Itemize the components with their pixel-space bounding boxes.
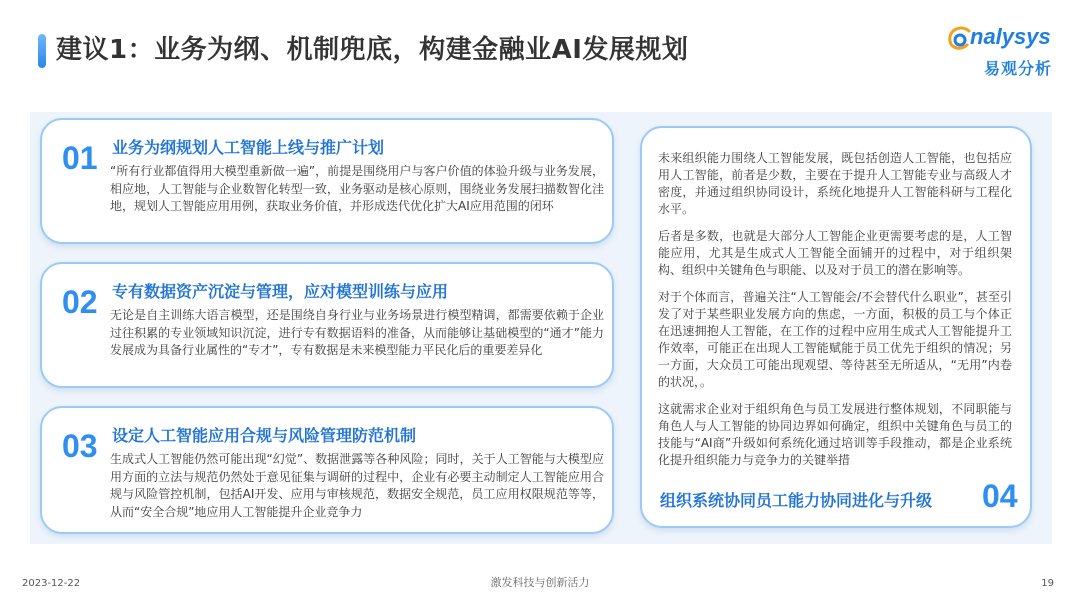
card-paragraph: 对于个体而言，普遍关注“人工智能会/不会替代什么职业”，甚至引发了对于某些职业发展方向的焦虑，一方面，积极的员工与个体正在迅速拥抱人工智能，在工作的过程中应用生成式人工智能提升工作效率，可能正在出现人工智能赋能于员工优先于组织的情况；另一方面，大众员工可能出现观望、等待甚至无所适从，“无用”内卷的状况，。	[658, 290, 1012, 389]
footer-slogan: 激发科技与创新活力	[490, 576, 590, 589]
card-04	[640, 126, 1032, 528]
page-title: 建议1：业务为纲、机制兜底，构建金融业AI发展规划	[56, 35, 689, 65]
card-02	[40, 262, 614, 388]
card-number: 02	[62, 284, 98, 320]
card-03	[40, 406, 614, 534]
logo-chinese-name: 易观分析	[983, 59, 1052, 78]
card-paragraph: 后者是多数，也就是大部分人工智能企业更需要考虑的是，人工智能应用，尤其是生成式人工智能全面铺开的过程中，对于组织架构、组织中关键角色与职能、以及对于员工的潜在影响等。	[658, 229, 1012, 277]
logo-wordmark: nalysys	[970, 24, 1051, 49]
analysys-logo	[950, 24, 1060, 82]
card-paragraph: 这就需求企业对于组织角色与员工发展进行整体规划，不同职能与角色人与人工智能的协同边界如何确定，组织中关键角色与员工的技能与“AI商”升级如何系统化通过培训等手段推动，都是企业系统化提升组织能力与竞争力的关键举措	[658, 402, 1012, 467]
card-01	[40, 118, 614, 244]
footer-date: 2023-12-22	[22, 578, 81, 589]
card-title: 业务为纲规划人工智能上线与推广计划	[112, 138, 385, 157]
card-number: 01	[62, 140, 98, 176]
card-body: 生成式人工智能仍然可能出现“幻觉”、数据泄露等各种风险；同时，关于人工智能与大模型应用方面的立法与规范仍然处于意见征集与调研的过程中，企业有必要主动制定人工智能应用合规与风险管控机制，包括AI开发、应用与审核规范，数据安全规范，员工应用权限规范等等，从而“安全合规”地应用人工智能提升企业竞争力	[110, 452, 604, 519]
card-title: 组织系统协同员工能力协同进化与升级	[660, 491, 933, 510]
page-number: 19	[1041, 578, 1054, 589]
card-title: 专有数据资产沉淀与管理，应对模型训练与应用	[112, 282, 449, 301]
card-number: 04	[982, 478, 1018, 514]
card-body	[658, 150, 1012, 469]
card-body: “所有行业都值得用大模型重新做一遍”，前提是围绕用户与客户价值的体验升级与业务发展，相应地，人工智能与企业数智化转型一致，业务驱动是核心原则，围绕业务发展扫描数智化洼地，规划人工智能应用用例，获取业务价值，并形成迭代优化扩大AI应用范围的闭环	[110, 164, 604, 213]
card-number: 03	[62, 428, 98, 464]
title-accent-bar	[38, 34, 46, 68]
card-title: 设定人工智能应用合规与风险管理防范机制	[112, 426, 417, 445]
card-body: 无论是自主训练大语言模型，还是围绕自身行业与业务场景进行模型精调，都需要依赖于企业过往积累的专业领域知识沉淀，进行专有数据语料的准备，从而能够让基础模型的“通才”能力发展成为具备行业属性的“专才”，专有数据是未来模型能力平民化后的重要差异化	[110, 308, 604, 357]
card-paragraph: 未来组织能力围绕人工智能发展，既包括创造人工智能，也包括应用人工智能，前者是少数，主要在于提升人工智能专业与高级人才密度，并通过组织协同设计，系统化地提升人工智能科研与工程化水平。	[658, 151, 1012, 216]
